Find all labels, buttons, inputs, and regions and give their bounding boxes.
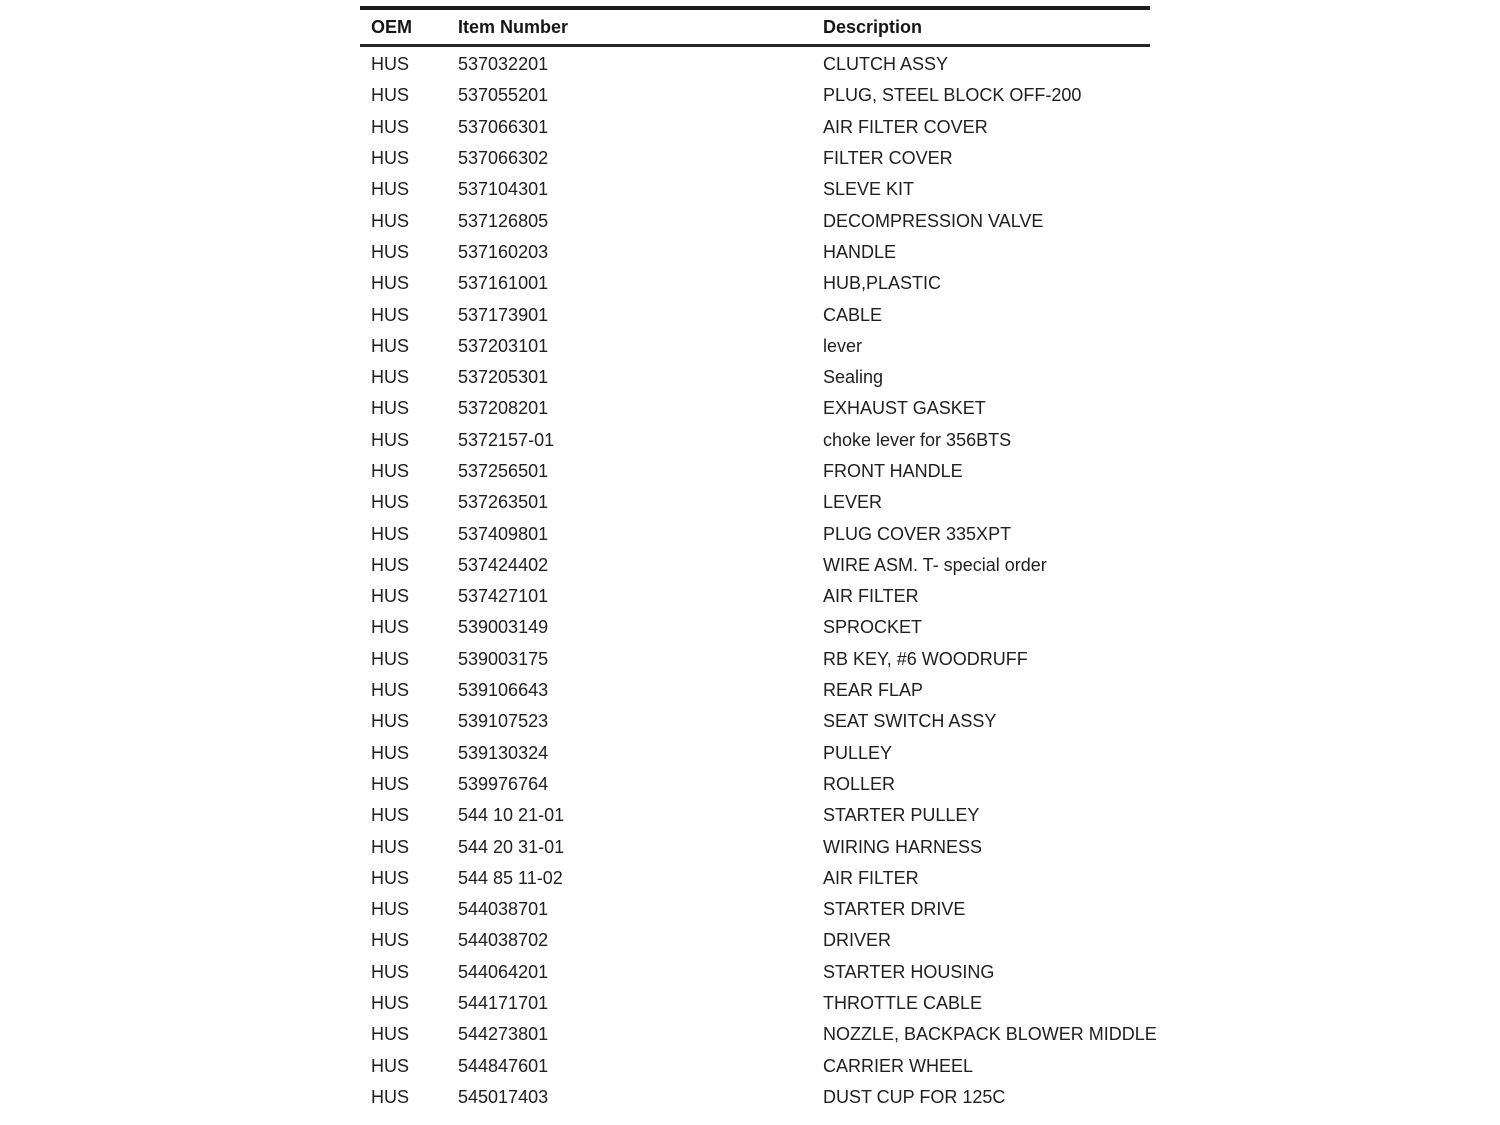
- cell-description: CABLE: [823, 304, 883, 325]
- table-body: [360, 47, 1157, 1113]
- cell-description: PLUG, STEEL BLOCK OFF-200: [823, 85, 1082, 106]
- cell-item-number: 544 85 11-02: [458, 867, 563, 888]
- cell-item-number: 537256501: [458, 461, 549, 481]
- table-row: [360, 675, 1150, 706]
- table-row: [360, 518, 1150, 549]
- cell-description: REAR FLAP: [823, 680, 924, 701]
- table-row: [360, 237, 1150, 268]
- table-row: [360, 205, 1150, 236]
- table-header-row: [360, 10, 1150, 47]
- cell-item-number: 539130324: [458, 742, 549, 763]
- table-row: [360, 957, 1150, 988]
- cell-item-number: 545017403: [458, 1086, 549, 1107]
- table-row: [360, 143, 1150, 174]
- table-row: [360, 894, 1150, 925]
- table-row: [360, 425, 1150, 456]
- table-row: [360, 550, 1150, 581]
- cell-description: SLEVE KIT: [823, 179, 915, 200]
- cell-oem: HUS: [371, 398, 410, 419]
- table-row: [360, 706, 1150, 737]
- cell-item-number: 544038702: [458, 930, 549, 951]
- cell-description: SPROCKET: [823, 617, 923, 638]
- cell-item-number: 537104301: [458, 179, 549, 200]
- cell-oem: HUS: [371, 179, 410, 200]
- table-row: [360, 268, 1150, 299]
- cell-item-number: 544171701: [458, 993, 549, 1014]
- table-row: [360, 299, 1150, 330]
- cell-oem: HUS: [371, 210, 410, 231]
- table-row: [360, 456, 1150, 487]
- cell-description: NOZZLE, BACKPACK BLOWER MIDDLE: [823, 1024, 1157, 1045]
- cell-item-number: 539003175: [458, 648, 549, 669]
- cell-oem: HUS: [371, 1055, 410, 1076]
- cell-description: HUB,PLASTIC: [823, 273, 942, 294]
- cell-item-number: 539003149: [458, 617, 549, 638]
- cell-item-number: 537066301: [458, 116, 549, 137]
- cell-description: PLUG COVER 335XPT: [823, 523, 1012, 544]
- cell-oem: HUS: [371, 85, 410, 106]
- cell-item-number: 537424402: [458, 554, 549, 575]
- cell-item-number: 544 20 31-01: [458, 836, 565, 857]
- cell-description: THROTTLE CABLE: [823, 993, 983, 1014]
- cell-description: RB KEY, #6 WOODRUFF: [823, 648, 1028, 669]
- cell-item-number: 544038701: [458, 899, 549, 920]
- table-row: [360, 487, 1150, 518]
- cell-description: EXHAUST GASKET: [823, 398, 986, 419]
- table-row: [360, 925, 1150, 956]
- table-row: [360, 988, 1150, 1019]
- cell-oem: HUS: [371, 617, 410, 638]
- parts-table: [360, 6, 1157, 1113]
- table-row: [360, 581, 1150, 612]
- cell-item-number: 537203101: [458, 335, 549, 356]
- cell-item-number: 537208201: [458, 398, 549, 419]
- cell-oem: HUS: [371, 367, 410, 388]
- table-row: [360, 1051, 1150, 1082]
- table-row: [360, 362, 1150, 393]
- cell-oem: HUS: [371, 930, 410, 951]
- cell-oem: HUS: [371, 993, 410, 1014]
- table-row: [360, 831, 1150, 862]
- cell-oem: HUS: [371, 805, 410, 826]
- table-row: [360, 174, 1150, 205]
- cell-description: ROLLER: [823, 773, 896, 794]
- cell-description: DUST CUP FOR 125C: [823, 1086, 1006, 1107]
- cell-description: FRONT HANDLE: [823, 461, 963, 481]
- cell-description: STARTER PULLEY: [823, 805, 980, 826]
- cell-description: Sealing: [823, 367, 884, 388]
- cell-description: WIRE ASM. T- special order: [823, 554, 1047, 575]
- cell-item-number: 539106643: [458, 680, 549, 701]
- cell-oem: HUS: [371, 335, 410, 356]
- cell-oem: HUS: [371, 429, 410, 450]
- cell-description: choke lever for 356BTS: [823, 429, 1012, 450]
- table-row: [360, 393, 1150, 424]
- table-row: [360, 112, 1150, 143]
- cell-oem: HUS: [371, 116, 410, 137]
- cell-oem: HUS: [371, 273, 410, 294]
- cell-description: DECOMPRESSION VALVE: [823, 210, 1044, 231]
- cell-item-number: 537161001: [458, 273, 549, 294]
- cell-oem: HUS: [371, 899, 410, 920]
- cell-description: STARTER DRIVE: [823, 899, 966, 920]
- cell-item-number: 537427101: [458, 586, 549, 607]
- cell-item-number: 537055201: [458, 85, 549, 106]
- cell-description: WIRING HARNESS: [823, 836, 983, 857]
- cell-oem: HUS: [371, 554, 410, 575]
- cell-oem: HUS: [371, 1086, 410, 1107]
- cell-item-number: 544064201: [458, 961, 549, 982]
- cell-description: STARTER HOUSING: [823, 961, 995, 982]
- cell-item-number: 537126805: [458, 210, 549, 231]
- cell-description: SEAT SWITCH ASSY: [823, 711, 997, 732]
- table-row: [360, 331, 1150, 362]
- column-header-item-number: Item Number: [458, 16, 569, 37]
- cell-item-number: 537066302: [458, 148, 549, 169]
- cell-oem: HUS: [371, 867, 410, 888]
- cell-oem: HUS: [371, 648, 410, 669]
- cell-oem: HUS: [371, 773, 410, 794]
- column-header-oem: OEM: [371, 16, 413, 37]
- cell-oem: HUS: [371, 148, 410, 169]
- table-row: [360, 1019, 1157, 1050]
- cell-item-number: 537173901: [458, 304, 549, 325]
- cell-description: CARRIER WHEEL: [823, 1055, 974, 1076]
- cell-item-number: 5372157-01: [458, 429, 555, 450]
- table-row: [360, 644, 1150, 675]
- cell-oem: HUS: [371, 241, 410, 262]
- cell-oem: HUS: [371, 742, 410, 763]
- table-row: [360, 612, 1150, 643]
- cell-item-number: 544847601: [458, 1055, 549, 1076]
- cell-oem: HUS: [371, 961, 410, 982]
- cell-item-number: 537032201: [458, 54, 549, 75]
- cell-description: FILTER COVER: [823, 148, 953, 169]
- cell-item-number: 537160203: [458, 241, 549, 262]
- cell-description: CLUTCH ASSY: [823, 54, 949, 75]
- cell-description: HANDLE: [823, 241, 897, 262]
- cell-item-number: 539107523: [458, 711, 549, 732]
- cell-oem: HUS: [371, 492, 410, 513]
- cell-item-number: 537205301: [458, 367, 549, 388]
- cell-oem: HUS: [371, 461, 410, 481]
- cell-description: LEVER: [823, 492, 883, 513]
- cell-item-number: 544 10 21-01: [458, 805, 565, 826]
- cell-item-number: 544273801: [458, 1024, 549, 1045]
- cell-description: AIR FILTER: [823, 586, 919, 607]
- column-header-description: Description: [823, 16, 923, 37]
- cell-oem: HUS: [371, 1024, 410, 1045]
- cell-oem: HUS: [371, 54, 410, 75]
- table-row: [360, 80, 1150, 111]
- cell-oem: HUS: [371, 711, 410, 732]
- cell-oem: HUS: [371, 586, 410, 607]
- table-row: [360, 738, 1150, 769]
- cell-description: AIR FILTER: [823, 867, 919, 888]
- cell-oem: HUS: [371, 680, 410, 701]
- cell-description: AIR FILTER COVER: [823, 116, 988, 137]
- cell-description: lever: [823, 335, 863, 356]
- cell-oem: HUS: [371, 304, 410, 325]
- table-row: [360, 769, 1150, 800]
- cell-description: PULLEY: [823, 742, 893, 763]
- cell-oem: HUS: [371, 836, 410, 857]
- cell-oem: HUS: [371, 523, 410, 544]
- table-row: [360, 863, 1150, 894]
- cell-item-number: 537409801: [458, 523, 549, 544]
- cell-item-number: 539976764: [458, 773, 549, 794]
- table-row: [360, 49, 1150, 80]
- table-row: [360, 1082, 1150, 1113]
- cell-description: DRIVER: [823, 930, 892, 951]
- table-row: [360, 800, 1150, 831]
- cell-item-number: 537263501: [458, 492, 549, 513]
